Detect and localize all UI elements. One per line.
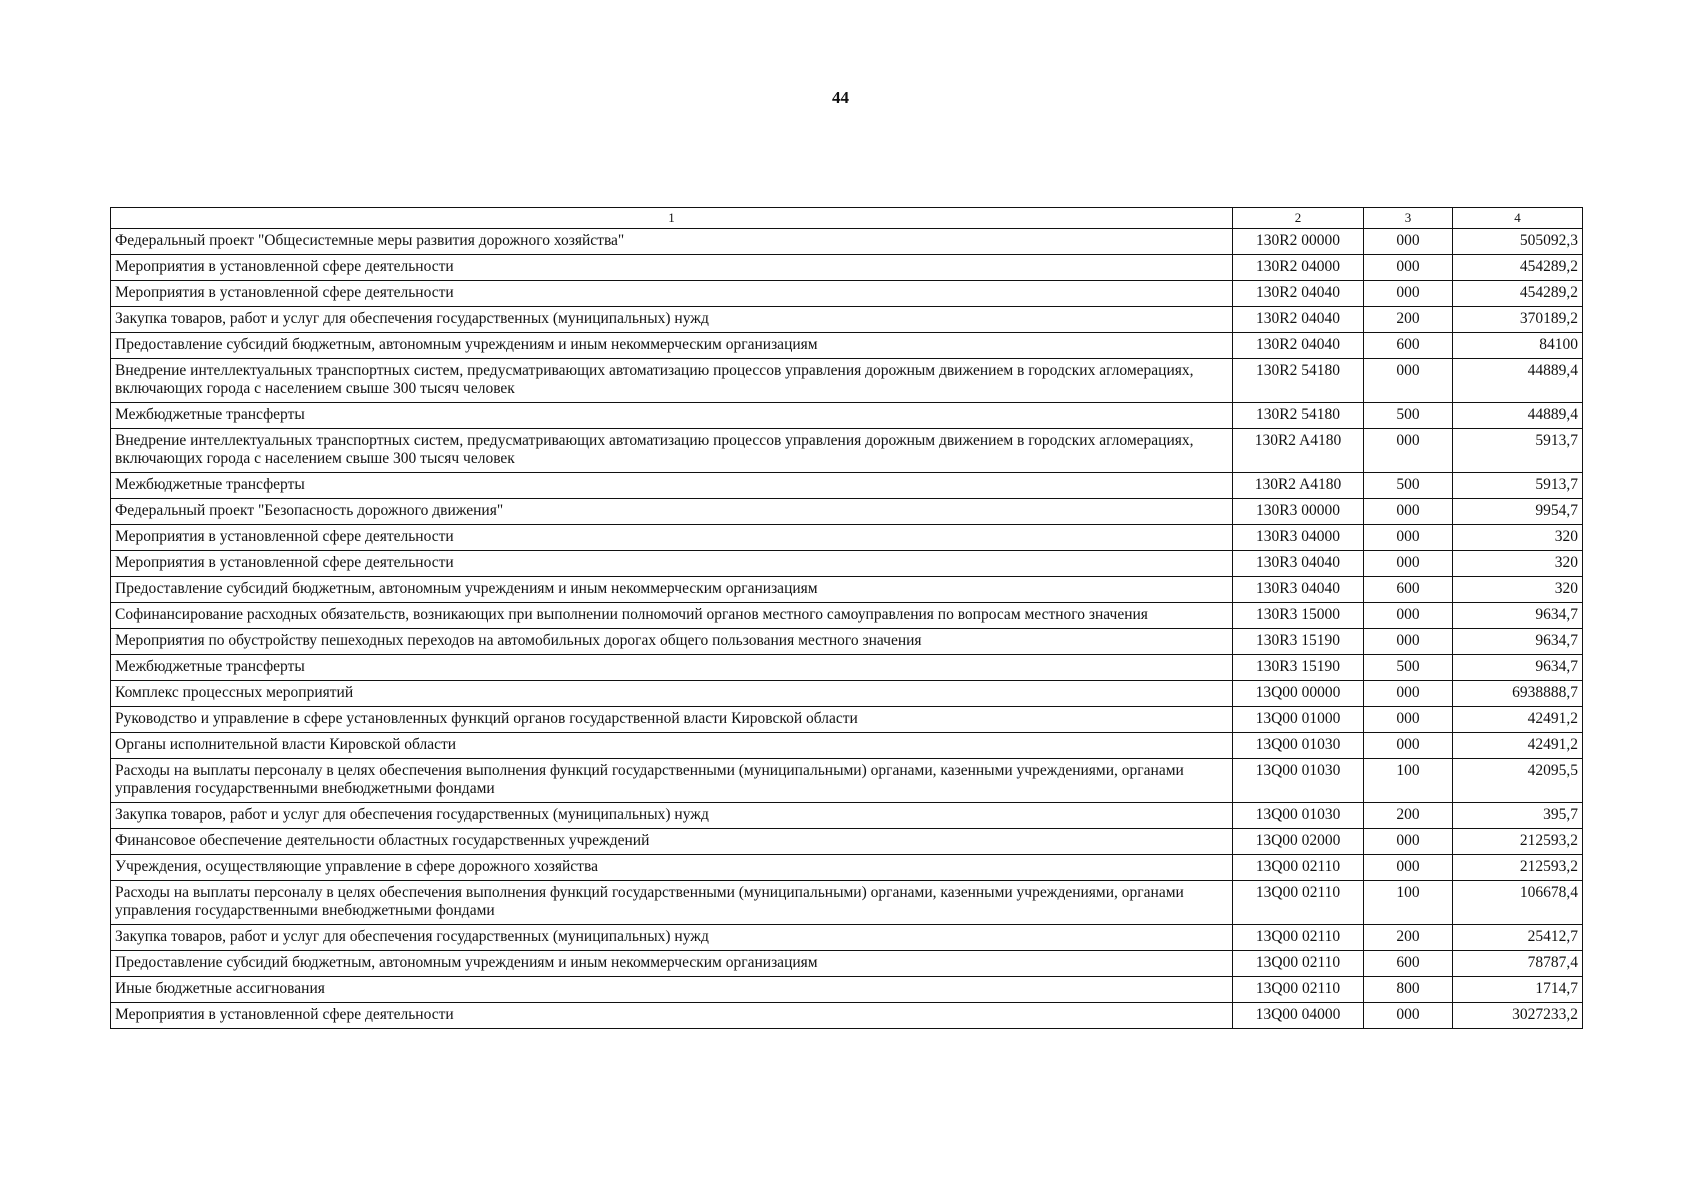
row-code-cell: 13Q00 04000	[1233, 1003, 1364, 1029]
row-type-cell: 100	[1364, 881, 1453, 925]
row-code-cell: 13Q00 02110	[1233, 925, 1364, 951]
row-amount-cell: 9954,7	[1453, 499, 1583, 525]
row-name-cell: Расходы на выплаты персоналу в целях обеспечения выполнения функций государственными (муниципальными) органами, казенными учреждениями, органами управления государственными внебюджетными фондами	[111, 759, 1233, 803]
row-type-cell: 500	[1364, 403, 1453, 429]
table-row	[111, 707, 1583, 733]
row-code-cell: 130R2 04040	[1233, 333, 1364, 359]
row-type-cell: 000	[1364, 829, 1453, 855]
row-amount-cell: 106678,4	[1453, 881, 1583, 925]
table-row	[111, 333, 1583, 359]
row-amount-cell: 44889,4	[1453, 359, 1583, 403]
row-code-cell: 130R3 04000	[1233, 525, 1364, 551]
row-name-cell: Финансовое обеспечение деятельности областных государственных учреждений	[111, 829, 1233, 855]
row-name-cell: Закупка товаров, работ и услуг для обеспечения государственных (муниципальных) нужд	[111, 307, 1233, 333]
table-row	[111, 829, 1583, 855]
row-amount-cell: 5913,7	[1453, 473, 1583, 499]
row-amount-cell: 9634,7	[1453, 655, 1583, 681]
row-amount-cell: 42491,2	[1453, 733, 1583, 759]
row-code-cell: 13Q00 02000	[1233, 829, 1364, 855]
row-amount-cell: 9634,7	[1453, 629, 1583, 655]
row-type-cell: 000	[1364, 681, 1453, 707]
row-name-cell: Мероприятия в установленной сфере деятельности	[111, 281, 1233, 307]
row-name-cell: Руководство и управление в сфере установленных функций органов государственной власти Кировской области	[111, 707, 1233, 733]
table-row	[111, 307, 1583, 333]
row-amount-cell: 44889,4	[1453, 403, 1583, 429]
column-header-3: 3	[1364, 208, 1453, 229]
row-type-cell: 600	[1364, 333, 1453, 359]
table-row	[111, 681, 1583, 707]
row-name-cell: Органы исполнительной власти Кировской области	[111, 733, 1233, 759]
row-name-cell: Межбюджетные трансферты	[111, 403, 1233, 429]
row-amount-cell: 370189,2	[1453, 307, 1583, 333]
row-name-cell: Внедрение интеллектуальных транспортных систем, предусматривающих автоматизацию процессов управления дорожным движением в городских агломерациях, включающих города с населением свыше 300 тысяч человек	[111, 429, 1233, 473]
row-amount-cell: 320	[1453, 577, 1583, 603]
row-type-cell: 000	[1364, 229, 1453, 255]
row-name-cell: Мероприятия в установленной сфере деятельности	[111, 551, 1233, 577]
row-code-cell: 13Q00 02110	[1233, 855, 1364, 881]
table-body	[111, 229, 1583, 1029]
row-code-cell: 130R3 15000	[1233, 603, 1364, 629]
row-type-cell: 000	[1364, 603, 1453, 629]
row-amount-cell: 84100	[1453, 333, 1583, 359]
table-row	[111, 629, 1583, 655]
row-code-cell: 130R2 A4180	[1233, 473, 1364, 499]
row-code-cell: 13Q00 01030	[1233, 759, 1364, 803]
row-name-cell: Мероприятия по обустройству пешеходных переходов на автомобильных дорогах общего пользования местного значения	[111, 629, 1233, 655]
row-name-cell: Закупка товаров, работ и услуг для обеспечения государственных (муниципальных) нужд	[111, 803, 1233, 829]
row-type-cell: 000	[1364, 255, 1453, 281]
table-row	[111, 403, 1583, 429]
row-code-cell: 130R3 00000	[1233, 499, 1364, 525]
row-amount-cell: 25412,7	[1453, 925, 1583, 951]
row-amount-cell: 320	[1453, 525, 1583, 551]
row-amount-cell: 212593,2	[1453, 829, 1583, 855]
row-type-cell: 500	[1364, 655, 1453, 681]
row-amount-cell: 42491,2	[1453, 707, 1583, 733]
table-row	[111, 951, 1583, 977]
row-code-cell: 130R3 04040	[1233, 551, 1364, 577]
row-amount-cell: 5913,7	[1453, 429, 1583, 473]
table-row	[111, 229, 1583, 255]
column-header-4: 4	[1453, 208, 1583, 229]
row-type-cell: 500	[1364, 473, 1453, 499]
row-name-cell: Предоставление субсидий бюджетным, автономным учреждениям и иным некоммерческим организациям	[111, 577, 1233, 603]
row-type-cell: 800	[1364, 977, 1453, 1003]
row-type-cell: 000	[1364, 525, 1453, 551]
row-type-cell: 000	[1364, 359, 1453, 403]
table-row	[111, 655, 1583, 681]
row-name-cell: Иные бюджетные ассигнования	[111, 977, 1233, 1003]
row-name-cell: Федеральный проект "Безопасность дорожного движения"	[111, 499, 1233, 525]
row-amount-cell: 212593,2	[1453, 855, 1583, 881]
table-header-row	[111, 208, 1583, 229]
row-code-cell: 130R2 04040	[1233, 281, 1364, 307]
row-amount-cell: 505092,3	[1453, 229, 1583, 255]
column-header-1: 1	[111, 208, 1233, 229]
row-type-cell: 200	[1364, 307, 1453, 333]
row-code-cell: 13Q00 02110	[1233, 951, 1364, 977]
row-name-cell: Межбюджетные трансферты	[111, 655, 1233, 681]
row-type-cell: 000	[1364, 551, 1453, 577]
row-type-cell: 000	[1364, 629, 1453, 655]
row-amount-cell: 395,7	[1453, 803, 1583, 829]
row-name-cell: Предоставление субсидий бюджетным, автономным учреждениям и иным некоммерческим организациям	[111, 333, 1233, 359]
row-name-cell: Учреждения, осуществляющие управление в сфере дорожного хозяйства	[111, 855, 1233, 881]
table-row	[111, 925, 1583, 951]
row-type-cell: 000	[1364, 1003, 1453, 1029]
row-name-cell: Мероприятия в установленной сфере деятельности	[111, 255, 1233, 281]
row-amount-cell: 1714,7	[1453, 977, 1583, 1003]
row-amount-cell: 454289,2	[1453, 255, 1583, 281]
table-row	[111, 551, 1583, 577]
row-name-cell: Расходы на выплаты персоналу в целях обеспечения выполнения функций государственными (муниципальными) органами, казенными учреждениями, органами управления государственными внебюджетными фондами	[111, 881, 1233, 925]
row-amount-cell: 320	[1453, 551, 1583, 577]
column-header-2: 2	[1233, 208, 1364, 229]
row-type-cell: 600	[1364, 951, 1453, 977]
table-row	[111, 429, 1583, 473]
row-code-cell: 130R3 15190	[1233, 629, 1364, 655]
table-row	[111, 281, 1583, 307]
row-code-cell: 130R2 00000	[1233, 229, 1364, 255]
row-code-cell: 13Q00 01000	[1233, 707, 1364, 733]
row-code-cell: 13Q00 01030	[1233, 803, 1364, 829]
table-row	[111, 1003, 1583, 1029]
row-type-cell: 000	[1364, 855, 1453, 881]
row-name-cell: Комплекс процессных мероприятий	[111, 681, 1233, 707]
table-row	[111, 359, 1583, 403]
row-code-cell: 13Q00 00000	[1233, 681, 1364, 707]
row-code-cell: 130R3 15190	[1233, 655, 1364, 681]
row-name-cell: Закупка товаров, работ и услуг для обеспечения государственных (муниципальных) нужд	[111, 925, 1233, 951]
table-row	[111, 255, 1583, 281]
row-amount-cell: 9634,7	[1453, 603, 1583, 629]
row-name-cell: Федеральный проект "Общесистемные меры развития дорожного хозяйства"	[111, 229, 1233, 255]
row-type-cell: 000	[1364, 429, 1453, 473]
row-code-cell: 130R3 04040	[1233, 577, 1364, 603]
budget-table	[110, 207, 1583, 1029]
row-name-cell: Софинансирование расходных обязательств, возникающих при выполнении полномочий органов местного самоуправления по вопросам местного значения	[111, 603, 1233, 629]
table-row	[111, 499, 1583, 525]
table-row	[111, 759, 1583, 803]
row-code-cell: 130R2 04000	[1233, 255, 1364, 281]
table-row	[111, 733, 1583, 759]
row-code-cell: 13Q00 02110	[1233, 881, 1364, 925]
row-amount-cell: 78787,4	[1453, 951, 1583, 977]
row-name-cell: Внедрение интеллектуальных транспортных систем, предусматривающих автоматизацию процессов управления дорожным движением в городских агломерациях, включающих города с населением свыше 300 тысяч человек	[111, 359, 1233, 403]
row-code-cell: 13Q00 02110	[1233, 977, 1364, 1003]
row-code-cell: 130R2 04040	[1233, 307, 1364, 333]
table-row	[111, 577, 1583, 603]
table-row	[111, 977, 1583, 1003]
row-amount-cell: 42095,5	[1453, 759, 1583, 803]
page-number: 44	[832, 88, 849, 107]
table-row	[111, 525, 1583, 551]
table-row	[111, 603, 1583, 629]
row-name-cell: Межбюджетные трансферты	[111, 473, 1233, 499]
row-type-cell: 000	[1364, 707, 1453, 733]
table-row	[111, 803, 1583, 829]
row-type-cell: 000	[1364, 499, 1453, 525]
row-type-cell: 200	[1364, 803, 1453, 829]
row-type-cell: 100	[1364, 759, 1453, 803]
table-row	[111, 855, 1583, 881]
table-row	[111, 473, 1583, 499]
row-type-cell: 000	[1364, 733, 1453, 759]
row-name-cell: Предоставление субсидий бюджетным, автономным учреждениям и иным некоммерческим организациям	[111, 951, 1233, 977]
row-amount-cell: 3027233,2	[1453, 1003, 1583, 1029]
row-code-cell: 13Q00 01030	[1233, 733, 1364, 759]
row-name-cell: Мероприятия в установленной сфере деятельности	[111, 525, 1233, 551]
row-type-cell: 000	[1364, 281, 1453, 307]
row-code-cell: 130R2 54180	[1233, 359, 1364, 403]
row-type-cell: 600	[1364, 577, 1453, 603]
row-code-cell: 130R2 A4180	[1233, 429, 1364, 473]
row-type-cell: 200	[1364, 925, 1453, 951]
row-name-cell: Мероприятия в установленной сфере деятельности	[111, 1003, 1233, 1029]
table-row	[111, 881, 1583, 925]
row-amount-cell: 454289,2	[1453, 281, 1583, 307]
row-code-cell: 130R2 54180	[1233, 403, 1364, 429]
row-amount-cell: 6938888,7	[1453, 681, 1583, 707]
